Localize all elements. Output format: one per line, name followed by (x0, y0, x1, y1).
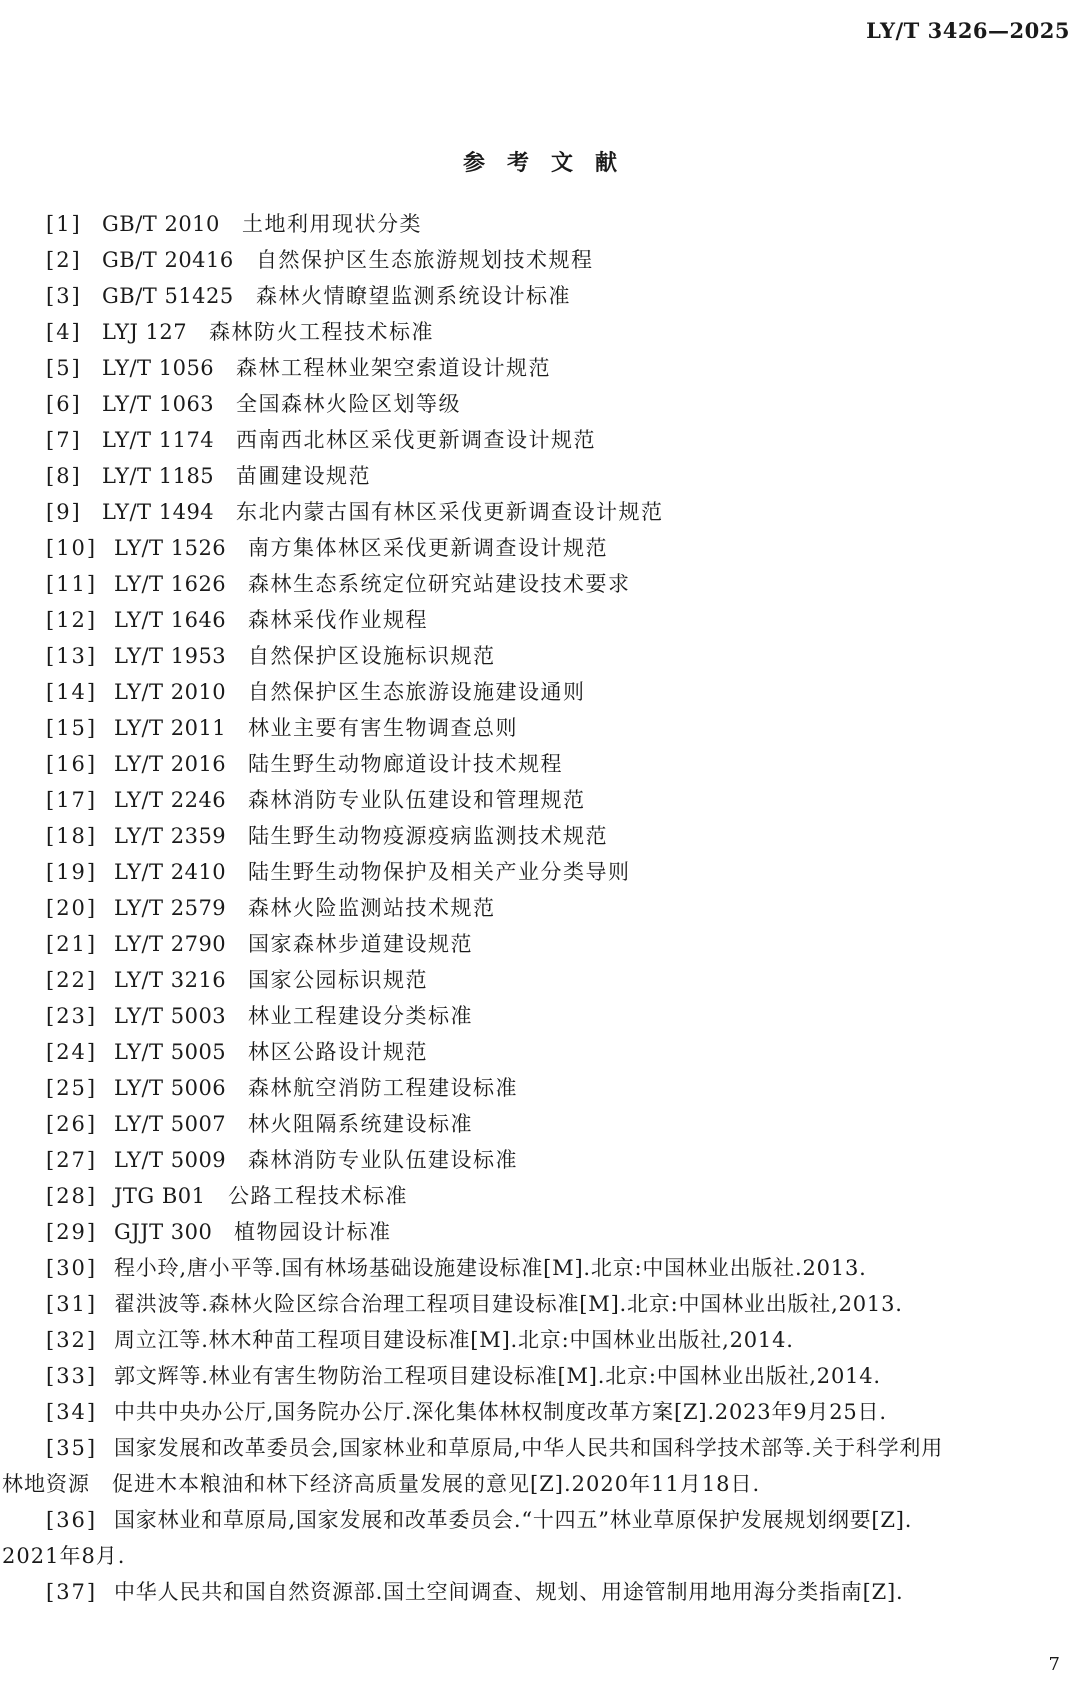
standard-title: 森林工程林业架空索道设计规范 (236, 356, 551, 380)
reference-number: [13] (46, 644, 98, 668)
standard-code: LY/T 5009 (114, 1148, 227, 1172)
standard-title: 陆生野生动物廊道设计技术规程 (248, 752, 563, 776)
standard-code: LY/T 1494 (102, 500, 215, 524)
reference-item (0, 386, 1080, 422)
standard-title: 林业主要有害生物调查总则 (248, 716, 518, 740)
bibliography-continuation-text: 林地资源 促进木本粮油和林下经济高质量发展的意见[Z].2020年11月18日. (2, 1472, 761, 1496)
reference-item (0, 782, 1080, 818)
reference-number: [16] (46, 752, 98, 776)
reference-number: [23] (46, 1004, 98, 1028)
reference-item (0, 278, 1080, 314)
reference-item (0, 818, 1080, 854)
reference-number: [25] (46, 1076, 98, 1100)
reference-item (0, 1070, 1080, 1106)
standard-title: 森林采伐作业规程 (248, 608, 428, 632)
reference-number: [22] (46, 968, 98, 992)
standard-title: 东北内蒙古国有林区采伐更新调查设计规范 (236, 500, 664, 524)
reference-number: [37] (46, 1580, 98, 1604)
standard-code: LY/T 1646 (114, 608, 227, 632)
standard-title: 国家森林步道建设规范 (248, 932, 473, 956)
reference-item (0, 602, 1080, 638)
standard-title: 南方集体林区采伐更新调查设计规范 (248, 536, 608, 560)
standard-number: LY/T 3426—2025 (866, 18, 1070, 43)
reference-number: [19] (46, 860, 98, 884)
bibliography-item (0, 1430, 1080, 1502)
reference-number: [15] (46, 716, 98, 740)
standard-code: GB/T 51425 (102, 284, 234, 308)
bibliography-text: 中华人民共和国自然资源部.国土空间调查、规划、用途管制用地用海分类指南[Z]. (114, 1580, 904, 1604)
standard-code: LY/T 2010 (114, 680, 227, 704)
standard-code: LY/T 1063 (102, 392, 215, 416)
standard-code: LY/T 1174 (102, 428, 215, 452)
bibliography-continuation-line (0, 1466, 1080, 1502)
standard-code: LY/T 5005 (114, 1040, 227, 1064)
reference-item (0, 998, 1080, 1034)
bibliography-text: 翟洪波等.森林火险区综合治理工程项目建设标准[M].北京:中国林业出版社,2013. (114, 1292, 903, 1316)
standard-title: 苗圃建设规范 (236, 464, 371, 488)
reference-number: [7] (46, 428, 82, 452)
reference-number: [24] (46, 1040, 98, 1064)
bibliography-line (0, 1574, 1080, 1610)
bibliography-line (0, 1286, 1080, 1322)
bibliography-text: 郭文辉等.林业有害生物防治工程项目建设标准[M].北京:中国林业出版社,2014. (114, 1364, 881, 1388)
standard-title: 森林消防专业队伍建设和管理规范 (248, 788, 586, 812)
bibliography-item (0, 1286, 1080, 1322)
reference-number: [34] (46, 1400, 98, 1424)
reference-number: [8] (46, 464, 82, 488)
standard-title: 森林火情瞭望监测系统设计标准 (256, 284, 571, 308)
standard-code: LY/T 1953 (114, 644, 227, 668)
reference-item (0, 710, 1080, 746)
reference-item (0, 530, 1080, 566)
reference-item (0, 314, 1080, 350)
bibliography-line (0, 1394, 1080, 1430)
standard-code: LY/T 5003 (114, 1004, 227, 1028)
reference-item (0, 1142, 1080, 1178)
standard-title: 土地利用现状分类 (242, 212, 422, 236)
reference-number: [2] (46, 248, 82, 272)
bibliography-continuation-line (0, 1538, 1080, 1574)
reference-number: [30] (46, 1256, 98, 1280)
standard-title: 森林航空消防工程建设标准 (248, 1076, 518, 1100)
reference-item (0, 206, 1080, 242)
reference-item (0, 242, 1080, 278)
standard-title: 陆生野生动物保护及相关产业分类导则 (248, 860, 631, 884)
standard-code: GB/T 20416 (102, 248, 234, 272)
bibliography-text: 国家发展和改革委员会,国家林业和草原局,中华人民共和国科学技术部等.关于科学利用 (114, 1436, 944, 1460)
reference-number: [28] (46, 1184, 98, 1208)
bibliography-line (0, 1430, 1080, 1466)
standard-title: 林业工程建设分类标准 (248, 1004, 473, 1028)
reference-item (0, 458, 1080, 494)
bibliography-line (0, 1358, 1080, 1394)
reference-number: [11] (46, 572, 98, 596)
standard-code: LY/T 1626 (114, 572, 227, 596)
reference-number: [14] (46, 680, 98, 704)
standard-title: 森林生态系统定位研究站建设技术要求 (248, 572, 631, 596)
reference-item (0, 1034, 1080, 1070)
standard-title: 自然保护区生态旅游规划技术规程 (256, 248, 594, 272)
standard-code: LY/T 5007 (114, 1112, 227, 1136)
reference-item (0, 422, 1080, 458)
bibliography-item (0, 1574, 1080, 1610)
reference-item (0, 890, 1080, 926)
reference-item (0, 494, 1080, 530)
standard-code: LY/T 2011 (114, 716, 227, 740)
standard-title: 森林消防专业队伍建设标准 (248, 1148, 518, 1172)
reference-number: [12] (46, 608, 98, 632)
bibliography-continuation-text: 2021年8月. (2, 1544, 126, 1568)
reference-list (0, 206, 1080, 1610)
reference-number: [1] (46, 212, 82, 236)
standard-code: LY/T 1056 (102, 356, 215, 380)
bibliography-text: 周立江等.林木种苗工程项目建设标准[M].北京:中国林业出版社,2014. (114, 1328, 794, 1352)
bibliography-item (0, 1358, 1080, 1394)
standard-code: LY/T 2579 (114, 896, 227, 920)
reference-number: [33] (46, 1364, 98, 1388)
reference-item (0, 1178, 1080, 1214)
standard-code: LYJ 127 (102, 320, 188, 344)
bibliography-item (0, 1394, 1080, 1430)
reference-number: [26] (46, 1112, 98, 1136)
standard-title: 植物园设计标准 (234, 1220, 392, 1244)
standard-title: 森林火险监测站技术规范 (248, 896, 496, 920)
standard-code: LY/T 1185 (102, 464, 215, 488)
bibliography-line (0, 1502, 1080, 1538)
standard-title: 自然保护区生态旅游设施建设通则 (248, 680, 586, 704)
reference-item (0, 638, 1080, 674)
reference-item (0, 926, 1080, 962)
standard-title: 西南西北林区采伐更新调查设计规范 (236, 428, 596, 452)
page-title: 参考文献 (462, 150, 639, 176)
standard-title: 林区公路设计规范 (248, 1040, 428, 1064)
reference-item (0, 674, 1080, 710)
bibliography-line (0, 1322, 1080, 1358)
bibliography-line (0, 1250, 1080, 1286)
standard-title: 国家公园标识规范 (248, 968, 428, 992)
reference-number: [18] (46, 824, 98, 848)
reference-item (0, 350, 1080, 386)
reference-number: [36] (46, 1508, 98, 1532)
standard-title: 陆生野生动物疫源疫病监测技术规范 (248, 824, 608, 848)
reference-number: [29] (46, 1220, 98, 1244)
reference-item (0, 566, 1080, 602)
reference-number: [31] (46, 1292, 98, 1316)
standard-title: 公路工程技术标准 (228, 1184, 408, 1208)
reference-number: [21] (46, 932, 98, 956)
standard-code: LY/T 3216 (114, 968, 227, 992)
bibliography-text: 国家林业和草原局,国家发展和改革委员会.“十四五”林业草原保护发展规划纲要[Z]. (114, 1508, 913, 1532)
bibliography-item (0, 1250, 1080, 1286)
standard-title: 全国森林火险区划等级 (236, 392, 461, 416)
reference-item (0, 746, 1080, 782)
standard-code: LY/T 2359 (114, 824, 227, 848)
reference-item (0, 854, 1080, 890)
page-number: 7 (1048, 1654, 1060, 1675)
bibliography-item (0, 1322, 1080, 1358)
bibliography-text: 中共中央办公厅,国务院办公厅.深化集体林权制度改革方案[Z].2023年9月25日. (114, 1400, 887, 1424)
reference-number: [5] (46, 356, 82, 380)
reference-number: [32] (46, 1328, 98, 1352)
reference-item (0, 1214, 1080, 1250)
standard-code: JTG B01 (114, 1184, 206, 1208)
reference-number: [4] (46, 320, 82, 344)
standard-title: 自然保护区设施标识规范 (248, 644, 496, 668)
reference-number: [6] (46, 392, 82, 416)
bibliography-text: 程小玲,唐小平等.国有林场基础设施建设标准[M].北京:中国林业出版社.2013. (114, 1256, 867, 1280)
reference-number: [10] (46, 536, 98, 560)
standard-code: LY/T 1526 (114, 536, 227, 560)
reference-item (0, 1106, 1080, 1142)
reference-number: [17] (46, 788, 98, 812)
standard-code: LY/T 2410 (114, 860, 227, 884)
standard-title: 森林防火工程技术标准 (209, 320, 434, 344)
reference-number: [27] (46, 1148, 98, 1172)
standard-title: 林火阻隔系统建设标准 (248, 1112, 473, 1136)
reference-number: [9] (46, 500, 82, 524)
standard-code: GJJT 300 (114, 1220, 213, 1244)
reference-number: [3] (46, 284, 82, 308)
standard-code: LY/T 2790 (114, 932, 227, 956)
reference-number: [20] (46, 896, 98, 920)
standard-code: LY/T 2016 (114, 752, 227, 776)
standard-code: LY/T 2246 (114, 788, 227, 812)
reference-number: [35] (46, 1436, 98, 1460)
standard-code: GB/T 2010 (102, 212, 220, 236)
reference-item (0, 962, 1080, 998)
standard-code: LY/T 5006 (114, 1076, 227, 1100)
bibliography-item (0, 1502, 1080, 1574)
